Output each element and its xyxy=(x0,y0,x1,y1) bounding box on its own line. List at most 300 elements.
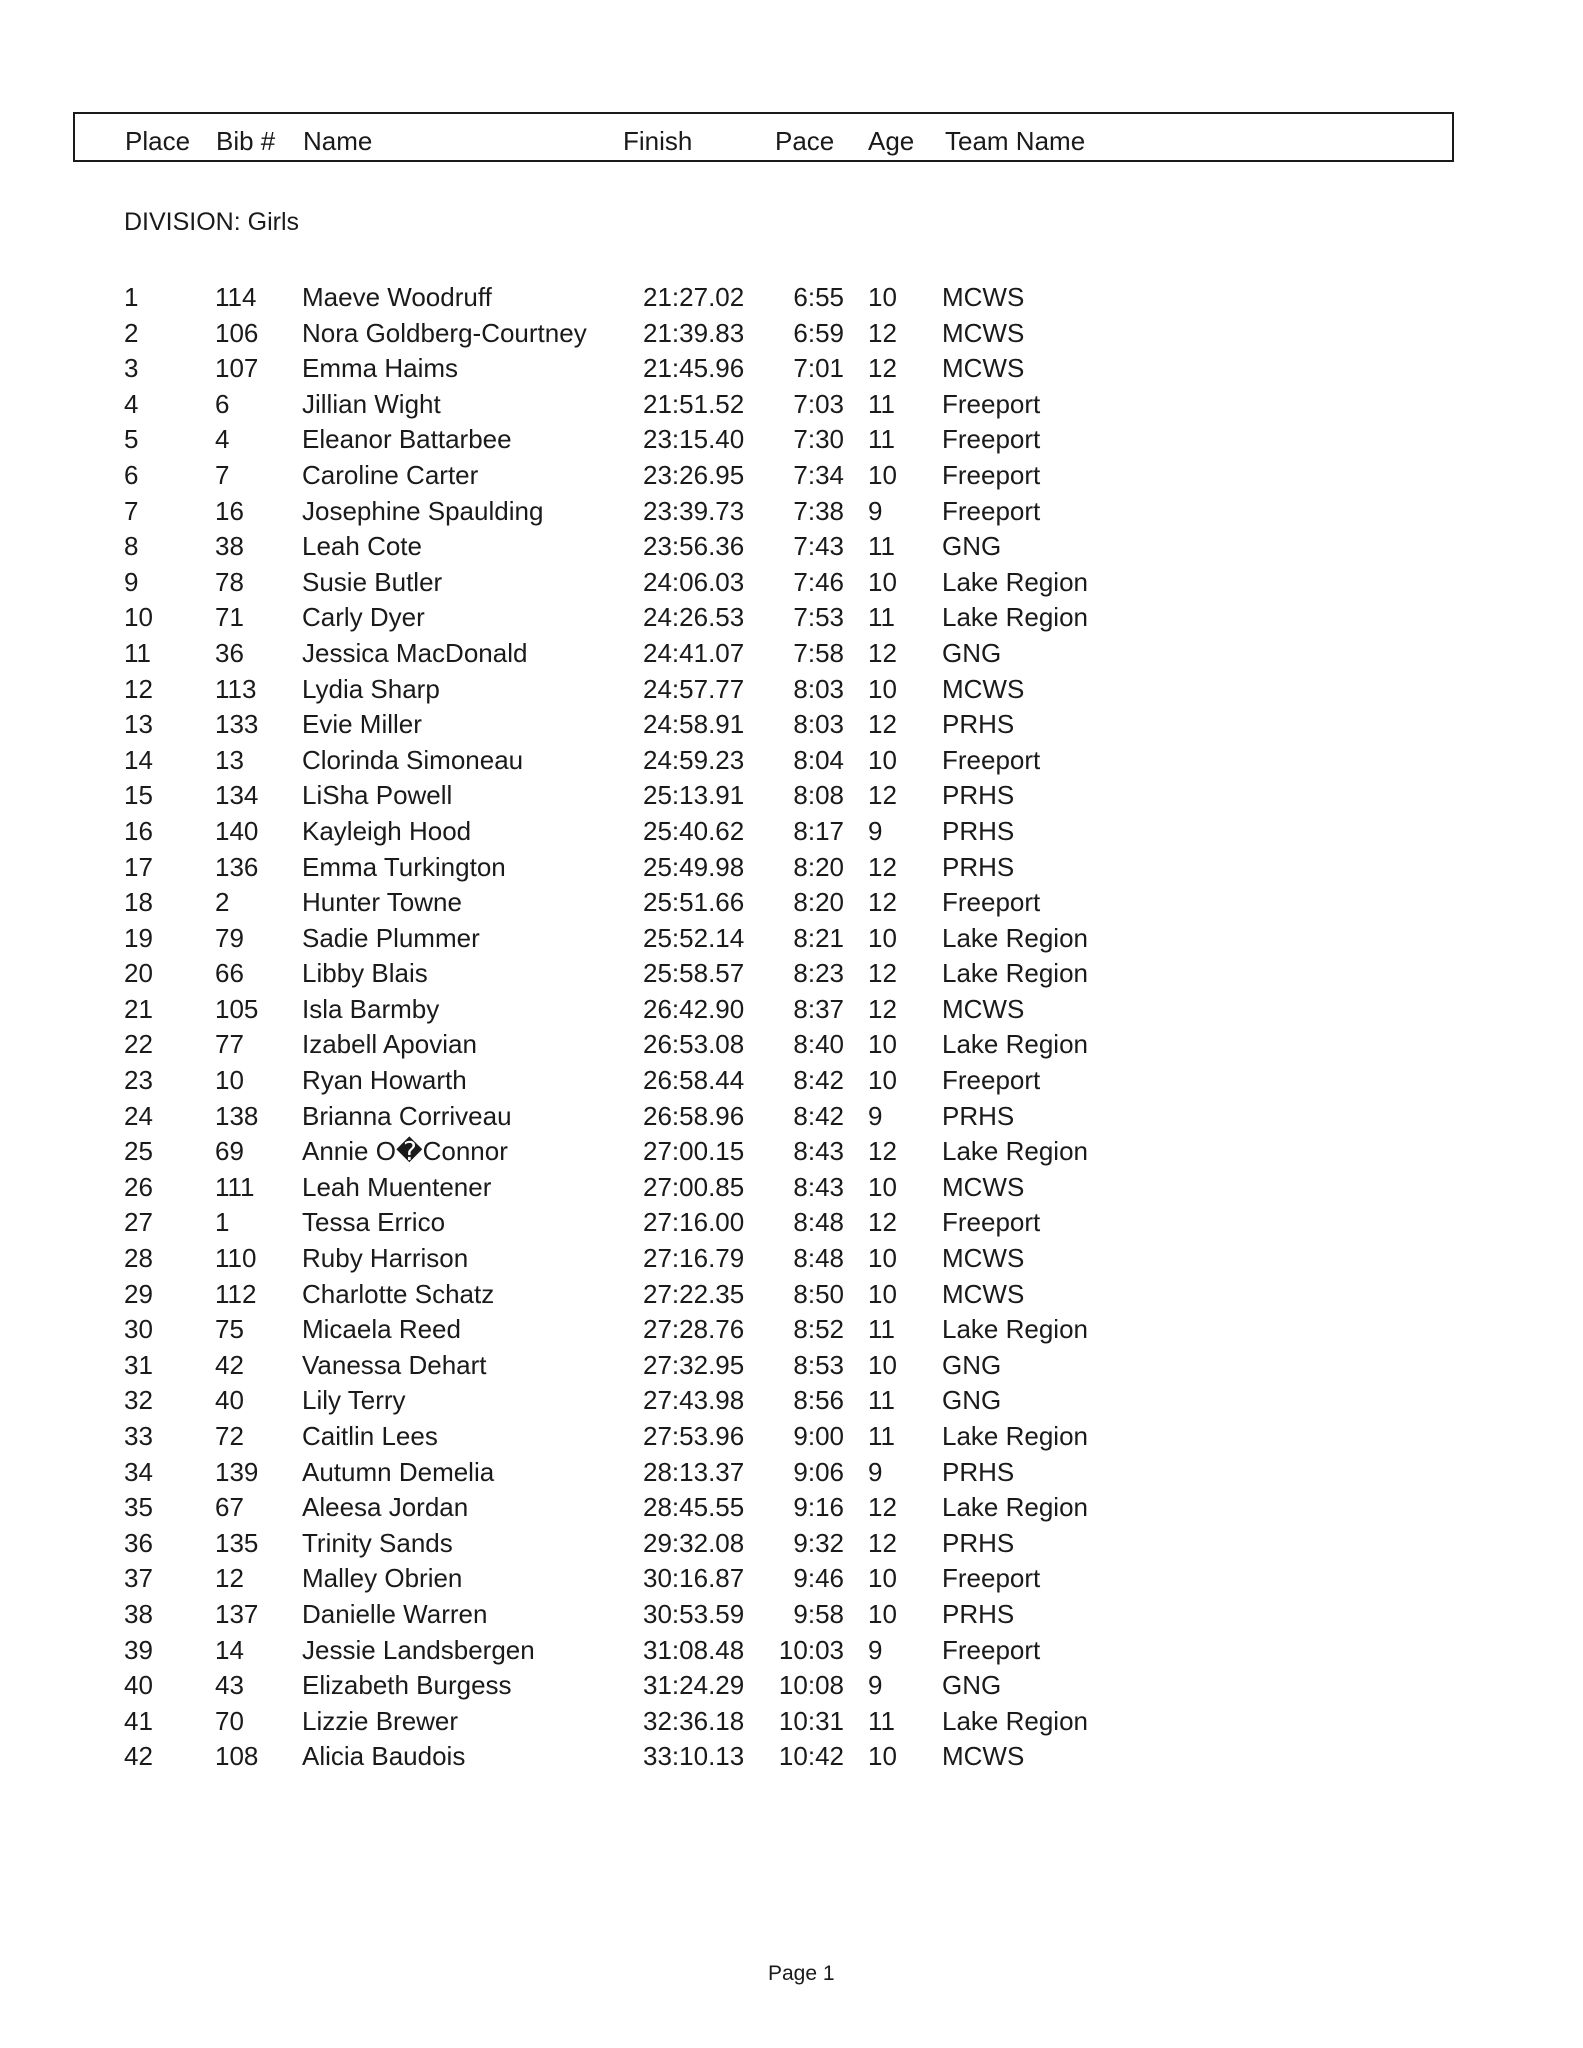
table-row xyxy=(0,1561,1583,1597)
result-bib: 114 xyxy=(215,282,257,312)
result-team-name: GNG xyxy=(942,531,1002,562)
result-bib: 12 xyxy=(215,1563,244,1594)
result-team-name: PRHS xyxy=(942,1456,1015,1487)
result-bib: 139 xyxy=(215,1456,259,1487)
result-finish-time: 27:32.95 xyxy=(643,1349,745,1380)
result-name: Ryan Howarth xyxy=(302,1065,467,1096)
result-team-name: PRHS xyxy=(942,1100,1015,1131)
table-row xyxy=(0,1668,1583,1704)
result-pace: 8:43 xyxy=(793,1171,844,1202)
result-bib: 16 xyxy=(215,495,244,526)
result-pace: 8:20 xyxy=(793,851,844,882)
table-row xyxy=(0,743,1583,779)
result-age: 9 xyxy=(868,1456,883,1487)
result-pace: 8:08 xyxy=(793,780,844,811)
result-place: 40 xyxy=(124,1670,153,1701)
result-place: 4 xyxy=(124,388,139,419)
result-age: 10 xyxy=(868,922,897,953)
result-bib: 69 xyxy=(215,1136,244,1167)
result-team-name: Lake Region xyxy=(942,958,1088,989)
result-name: Nora Goldberg-Courtney xyxy=(302,317,587,348)
result-age: 9 xyxy=(868,1100,883,1131)
result-team-name: PRHS xyxy=(942,1527,1015,1558)
result-age: 9 xyxy=(868,495,883,526)
result-bib: 106 xyxy=(215,317,259,348)
header-finish: Finish xyxy=(623,126,693,156)
table-row xyxy=(0,956,1583,992)
result-name: Ruby Harrison xyxy=(302,1243,469,1274)
result-bib: 71 xyxy=(215,602,244,633)
result-pace: 8:43 xyxy=(793,1136,844,1167)
division-label: DIVISION: Girls xyxy=(124,208,300,236)
table-row xyxy=(0,351,1583,387)
column-header-box xyxy=(73,112,1454,162)
table-row xyxy=(0,280,1583,316)
result-age: 12 xyxy=(868,1492,897,1523)
result-age: 10 xyxy=(868,1243,897,1274)
result-bib: 1 xyxy=(215,1207,230,1238)
result-finish-time: 25:40.62 xyxy=(643,815,745,846)
result-pace: 7:46 xyxy=(793,566,844,597)
result-finish-time: 27:22.35 xyxy=(643,1278,745,1309)
result-pace: 8:21 xyxy=(793,922,844,953)
result-finish-time: 21:39.83 xyxy=(643,317,745,348)
result-name: Carly Dyer xyxy=(302,602,425,633)
result-pace: 7:34 xyxy=(793,459,844,490)
header-place: Place xyxy=(125,126,191,156)
result-pace: 8:48 xyxy=(793,1207,844,1238)
result-bib: 13 xyxy=(215,744,244,775)
result-name: Hunter Towne xyxy=(302,887,462,918)
result-pace: 8:56 xyxy=(793,1385,844,1416)
result-place: 41 xyxy=(124,1705,153,1736)
result-finish-time: 27:28.76 xyxy=(643,1314,745,1345)
result-name: Caitlin Lees xyxy=(302,1421,438,1451)
result-bib: 14 xyxy=(215,1634,244,1665)
result-place: 16 xyxy=(124,815,153,846)
table-row xyxy=(0,814,1583,850)
result-age: 12 xyxy=(868,1136,897,1167)
table-row xyxy=(0,316,1583,352)
result-age: 10 xyxy=(868,1029,897,1060)
table-row xyxy=(0,1205,1583,1241)
table-row xyxy=(0,1312,1583,1348)
header-bib: Bib # xyxy=(216,126,276,156)
table-row xyxy=(0,387,1583,423)
result-bib: 2 xyxy=(215,887,230,918)
result-name: Malley Obrien xyxy=(302,1563,463,1594)
table-row xyxy=(0,992,1583,1028)
table-row xyxy=(0,707,1583,743)
result-age: 12 xyxy=(868,637,897,668)
result-age: 11 xyxy=(868,1421,895,1451)
result-finish-time: 25:52.14 xyxy=(643,922,745,953)
table-row xyxy=(0,458,1583,494)
result-team-name: Lake Region xyxy=(942,1421,1088,1451)
result-bib: 133 xyxy=(215,709,259,740)
result-bib: 36 xyxy=(215,637,244,668)
result-name: Libby Blais xyxy=(302,958,428,989)
result-place: 8 xyxy=(124,531,139,562)
result-bib: 43 xyxy=(215,1670,244,1701)
result-age: 9 xyxy=(868,815,883,846)
result-place: 9 xyxy=(124,566,139,597)
result-team-name: MCWS xyxy=(942,673,1025,704)
result-pace: 8:40 xyxy=(793,1029,844,1060)
result-pace: 9:06 xyxy=(793,1456,844,1487)
result-pace: 8:23 xyxy=(793,958,844,989)
table-row xyxy=(0,600,1583,636)
result-finish-time: 26:58.96 xyxy=(643,1100,745,1131)
result-place: 24 xyxy=(124,1100,153,1131)
result-place: 22 xyxy=(124,1029,153,1060)
result-name: Annie O�Connor xyxy=(302,1136,508,1167)
result-bib: 40 xyxy=(215,1385,244,1416)
result-team-name: PRHS xyxy=(942,815,1015,846)
result-finish-time: 26:53.08 xyxy=(643,1029,745,1060)
result-place: 10 xyxy=(124,602,153,633)
result-place: 11 xyxy=(124,637,151,668)
result-place: 39 xyxy=(124,1634,153,1665)
result-bib: 136 xyxy=(215,851,259,882)
result-place: 31 xyxy=(124,1349,153,1380)
result-finish-time: 31:08.48 xyxy=(643,1634,745,1665)
table-row xyxy=(0,1027,1583,1063)
result-team-name: PRHS xyxy=(942,1598,1015,1629)
table-row xyxy=(0,1419,1583,1455)
result-bib: 107 xyxy=(215,353,259,384)
result-pace: 7:58 xyxy=(793,637,844,668)
result-pace: 9:46 xyxy=(793,1563,844,1594)
result-team-name: MCWS xyxy=(942,317,1025,348)
result-bib: 42 xyxy=(215,1349,244,1380)
result-pace: 9:58 xyxy=(793,1598,844,1629)
result-bib: 135 xyxy=(215,1527,259,1558)
result-finish-time: 24:57.77 xyxy=(643,673,745,704)
result-team-name: Lake Region xyxy=(942,1492,1088,1523)
result-bib: 67 xyxy=(215,1492,244,1523)
result-finish-time: 27:00.15 xyxy=(643,1136,745,1167)
result-finish-time: 27:16.00 xyxy=(643,1207,745,1238)
result-name: Sadie Plummer xyxy=(302,922,480,953)
result-team-name: Lake Region xyxy=(942,602,1088,633)
table-row xyxy=(0,565,1583,601)
table-row xyxy=(0,1241,1583,1277)
result-age: 12 xyxy=(868,1207,897,1238)
result-age: 11 xyxy=(868,1385,895,1416)
result-finish-time: 27:53.96 xyxy=(643,1421,745,1451)
result-name: Danielle Warren xyxy=(302,1598,488,1629)
result-pace: 8:52 xyxy=(793,1314,844,1345)
result-age: 11 xyxy=(868,1314,895,1345)
result-pace: 8:37 xyxy=(793,993,844,1024)
result-age: 10 xyxy=(868,282,897,312)
result-age: 11 xyxy=(868,602,895,633)
result-age: 12 xyxy=(868,887,897,918)
table-row xyxy=(0,1170,1583,1206)
table-row xyxy=(0,672,1583,708)
result-finish-time: 24:26.53 xyxy=(643,602,745,633)
result-place: 6 xyxy=(124,459,139,490)
result-age: 10 xyxy=(868,1349,897,1380)
result-age: 11 xyxy=(868,1705,895,1736)
result-bib: 140 xyxy=(215,815,259,846)
result-finish-time: 21:51.52 xyxy=(643,388,745,419)
table-row xyxy=(0,1455,1583,1491)
table-row xyxy=(0,1383,1583,1419)
result-bib: 10 xyxy=(215,1065,244,1096)
table-row xyxy=(0,1099,1583,1135)
result-bib: 77 xyxy=(215,1029,244,1060)
result-pace: 8:17 xyxy=(793,815,844,846)
result-pace: 8:04 xyxy=(793,744,844,775)
result-bib: 108 xyxy=(215,1741,259,1772)
result-name: Leah Cote xyxy=(302,531,422,562)
result-place: 20 xyxy=(124,958,153,989)
result-place: 5 xyxy=(124,424,139,455)
result-team-name: PRHS xyxy=(942,780,1015,811)
table-row xyxy=(0,921,1583,957)
result-pace: 9:00 xyxy=(793,1421,844,1451)
result-name: Brianna Corriveau xyxy=(302,1100,512,1131)
table-row xyxy=(0,1348,1583,1384)
result-age: 10 xyxy=(868,1278,897,1309)
result-finish-time: 23:15.40 xyxy=(643,424,745,455)
result-bib: 38 xyxy=(215,531,244,562)
result-place: 14 xyxy=(124,744,153,775)
result-pace: 8:53 xyxy=(793,1349,844,1380)
result-team-name: Lake Region xyxy=(942,1314,1088,1345)
result-team-name: Freeport xyxy=(942,424,1041,455)
result-pace: 8:20 xyxy=(793,887,844,918)
result-name: Maeve Woodruff xyxy=(302,282,492,312)
result-place: 29 xyxy=(124,1278,153,1309)
table-row xyxy=(0,1633,1583,1669)
result-finish-time: 27:16.79 xyxy=(643,1243,745,1274)
table-row xyxy=(0,422,1583,458)
result-name: Alicia Baudois xyxy=(302,1741,466,1772)
result-name: Tessa Errico xyxy=(302,1207,446,1238)
result-age: 10 xyxy=(868,1598,897,1629)
result-finish-time: 24:58.91 xyxy=(643,709,745,740)
results-table xyxy=(0,280,1583,1775)
result-team-name: Lake Region xyxy=(942,922,1088,953)
table-row xyxy=(0,1134,1583,1170)
table-row xyxy=(0,636,1583,672)
result-pace: 7:43 xyxy=(793,531,844,562)
result-finish-time: 23:39.73 xyxy=(643,495,745,526)
result-team-name: GNG xyxy=(942,1385,1002,1416)
result-bib: 6 xyxy=(215,388,230,419)
result-place: 12 xyxy=(124,673,153,704)
result-name: Emma Turkington xyxy=(302,851,506,882)
result-place: 13 xyxy=(124,709,153,740)
result-age: 10 xyxy=(868,673,897,704)
header-pace: Pace xyxy=(775,126,835,156)
result-pace: 7:03 xyxy=(793,388,844,419)
result-age: 11 xyxy=(868,424,895,455)
result-team-name: MCWS xyxy=(942,1243,1025,1274)
result-age: 12 xyxy=(868,353,897,384)
result-team-name: GNG xyxy=(942,1670,1002,1701)
result-place: 19 xyxy=(124,922,153,953)
result-name: Susie Butler xyxy=(302,566,443,597)
result-age: 10 xyxy=(868,1065,897,1096)
result-pace: 8:42 xyxy=(793,1065,844,1096)
result-bib: 79 xyxy=(215,922,244,953)
result-pace: 10:03 xyxy=(778,1634,844,1665)
result-team-name: MCWS xyxy=(942,1741,1025,1772)
result-pace: 10:42 xyxy=(778,1741,844,1772)
result-place: 28 xyxy=(124,1243,153,1274)
result-age: 12 xyxy=(868,993,897,1024)
result-place: 33 xyxy=(124,1421,153,1451)
result-bib: 7 xyxy=(215,459,230,490)
result-name: Jessie Landsbergen xyxy=(302,1634,535,1665)
result-finish-time: 27:43.98 xyxy=(643,1385,745,1416)
result-bib: 111 xyxy=(215,1171,255,1202)
result-pace: 6:55 xyxy=(793,282,844,312)
result-bib: 134 xyxy=(215,780,259,811)
result-place: 18 xyxy=(124,887,153,918)
result-team-name: MCWS xyxy=(942,353,1025,384)
page-number: Page 1 xyxy=(768,1962,835,1985)
result-name: Aleesa Jordan xyxy=(302,1492,469,1523)
result-finish-time: 21:27.02 xyxy=(643,282,745,312)
result-team-name: MCWS xyxy=(942,993,1025,1024)
table-row xyxy=(0,1490,1583,1526)
table-row xyxy=(0,778,1583,814)
result-team-name: Freeport xyxy=(942,495,1041,526)
result-place: 42 xyxy=(124,1741,153,1772)
result-finish-time: 24:06.03 xyxy=(643,566,745,597)
table-row xyxy=(0,1277,1583,1313)
result-age: 10 xyxy=(868,459,897,490)
result-name: Evie Miller xyxy=(302,709,422,740)
result-name: Leah Muentener xyxy=(302,1171,492,1202)
result-pace: 9:32 xyxy=(793,1527,844,1558)
result-pace: 10:08 xyxy=(778,1670,844,1701)
result-place: 26 xyxy=(124,1171,153,1202)
result-name: Isla Barmby xyxy=(302,993,440,1024)
table-row xyxy=(0,850,1583,886)
result-age: 10 xyxy=(868,1563,897,1594)
result-name: Jillian Wight xyxy=(302,388,441,419)
result-name: Lizzie Brewer xyxy=(302,1705,459,1736)
result-place: 37 xyxy=(124,1563,153,1594)
result-bib: 137 xyxy=(215,1598,259,1629)
result-finish-time: 24:59.23 xyxy=(643,744,745,775)
result-place: 23 xyxy=(124,1065,153,1096)
result-name: Emma Haims xyxy=(302,353,459,384)
result-age: 12 xyxy=(868,709,897,740)
result-team-name: Lake Region xyxy=(942,1705,1088,1736)
header-name: Name xyxy=(303,126,373,156)
result-team-name: Lake Region xyxy=(942,566,1088,597)
result-pace: 8:42 xyxy=(793,1100,844,1131)
result-age: 11 xyxy=(868,531,895,562)
result-bib: 113 xyxy=(215,673,257,704)
result-name: Lydia Sharp xyxy=(302,673,440,704)
result-finish-time: 25:51.66 xyxy=(643,887,745,918)
result-place: 17 xyxy=(124,851,153,882)
result-place: 25 xyxy=(124,1136,153,1167)
result-place: 7 xyxy=(124,495,139,526)
result-place: 32 xyxy=(124,1385,153,1416)
result-finish-time: 25:49.98 xyxy=(643,851,745,882)
result-name: Charlotte Schatz xyxy=(302,1278,495,1309)
result-team-name: PRHS xyxy=(942,851,1015,882)
result-team-name: MCWS xyxy=(942,282,1025,312)
result-age: 12 xyxy=(868,1527,897,1558)
result-pace: 8:48 xyxy=(793,1243,844,1274)
result-age: 10 xyxy=(868,1171,897,1202)
result-place: 2 xyxy=(124,317,139,348)
result-finish-time: 28:45.55 xyxy=(643,1492,745,1523)
result-finish-time: 32:36.18 xyxy=(643,1705,745,1736)
result-team-name: Freeport xyxy=(942,1634,1041,1665)
result-name: Trinity Sands xyxy=(302,1527,453,1558)
result-team-name: Freeport xyxy=(942,744,1041,775)
result-bib: 78 xyxy=(215,566,244,597)
result-team-name: Freeport xyxy=(942,459,1041,490)
result-age: 12 xyxy=(868,958,897,989)
table-row xyxy=(0,1739,1583,1775)
result-bib: 66 xyxy=(215,958,244,989)
result-place: 34 xyxy=(124,1456,153,1487)
result-name: LiSha Powell xyxy=(302,780,453,811)
result-age: 10 xyxy=(868,744,897,775)
result-finish-time: 26:58.44 xyxy=(643,1065,745,1096)
result-place: 1 xyxy=(124,282,139,312)
table-row xyxy=(0,1526,1583,1562)
result-name: Izabell Apovian xyxy=(302,1029,477,1060)
result-place: 36 xyxy=(124,1527,153,1558)
result-place: 35 xyxy=(124,1492,153,1523)
table-row xyxy=(0,1704,1583,1740)
result-pace: 8:03 xyxy=(793,673,844,704)
result-bib: 70 xyxy=(215,1705,244,1736)
result-finish-time: 21:45.96 xyxy=(643,353,745,384)
result-pace: 7:30 xyxy=(793,424,844,455)
result-team-name: MCWS xyxy=(942,1278,1025,1309)
result-team-name: MCWS xyxy=(942,1171,1025,1202)
result-age: 10 xyxy=(868,566,897,597)
result-bib: 110 xyxy=(215,1243,257,1274)
result-bib: 112 xyxy=(215,1278,257,1309)
result-age: 9 xyxy=(868,1634,883,1665)
result-team-name: PRHS xyxy=(942,709,1015,740)
result-finish-time: 30:53.59 xyxy=(643,1598,745,1629)
result-pace: 9:16 xyxy=(793,1492,844,1523)
table-row xyxy=(0,529,1583,565)
result-age: 12 xyxy=(868,317,897,348)
result-finish-time: 23:56.36 xyxy=(643,531,745,562)
result-finish-time: 31:24.29 xyxy=(643,1670,745,1701)
result-team-name: Freeport xyxy=(942,388,1041,419)
result-team-name: Freeport xyxy=(942,1065,1041,1096)
result-finish-time: 25:13.91 xyxy=(643,780,745,811)
result-name: Autumn Demelia xyxy=(302,1456,495,1487)
table-row xyxy=(0,1597,1583,1633)
result-bib: 72 xyxy=(215,1421,244,1451)
result-team-name: Lake Region xyxy=(942,1136,1088,1167)
result-name: Vanessa Dehart xyxy=(302,1349,487,1380)
result-finish-time: 27:00.85 xyxy=(643,1171,745,1202)
result-bib: 75 xyxy=(215,1314,244,1345)
result-place: 27 xyxy=(124,1207,153,1238)
result-name: Jessica MacDonald xyxy=(302,637,528,668)
